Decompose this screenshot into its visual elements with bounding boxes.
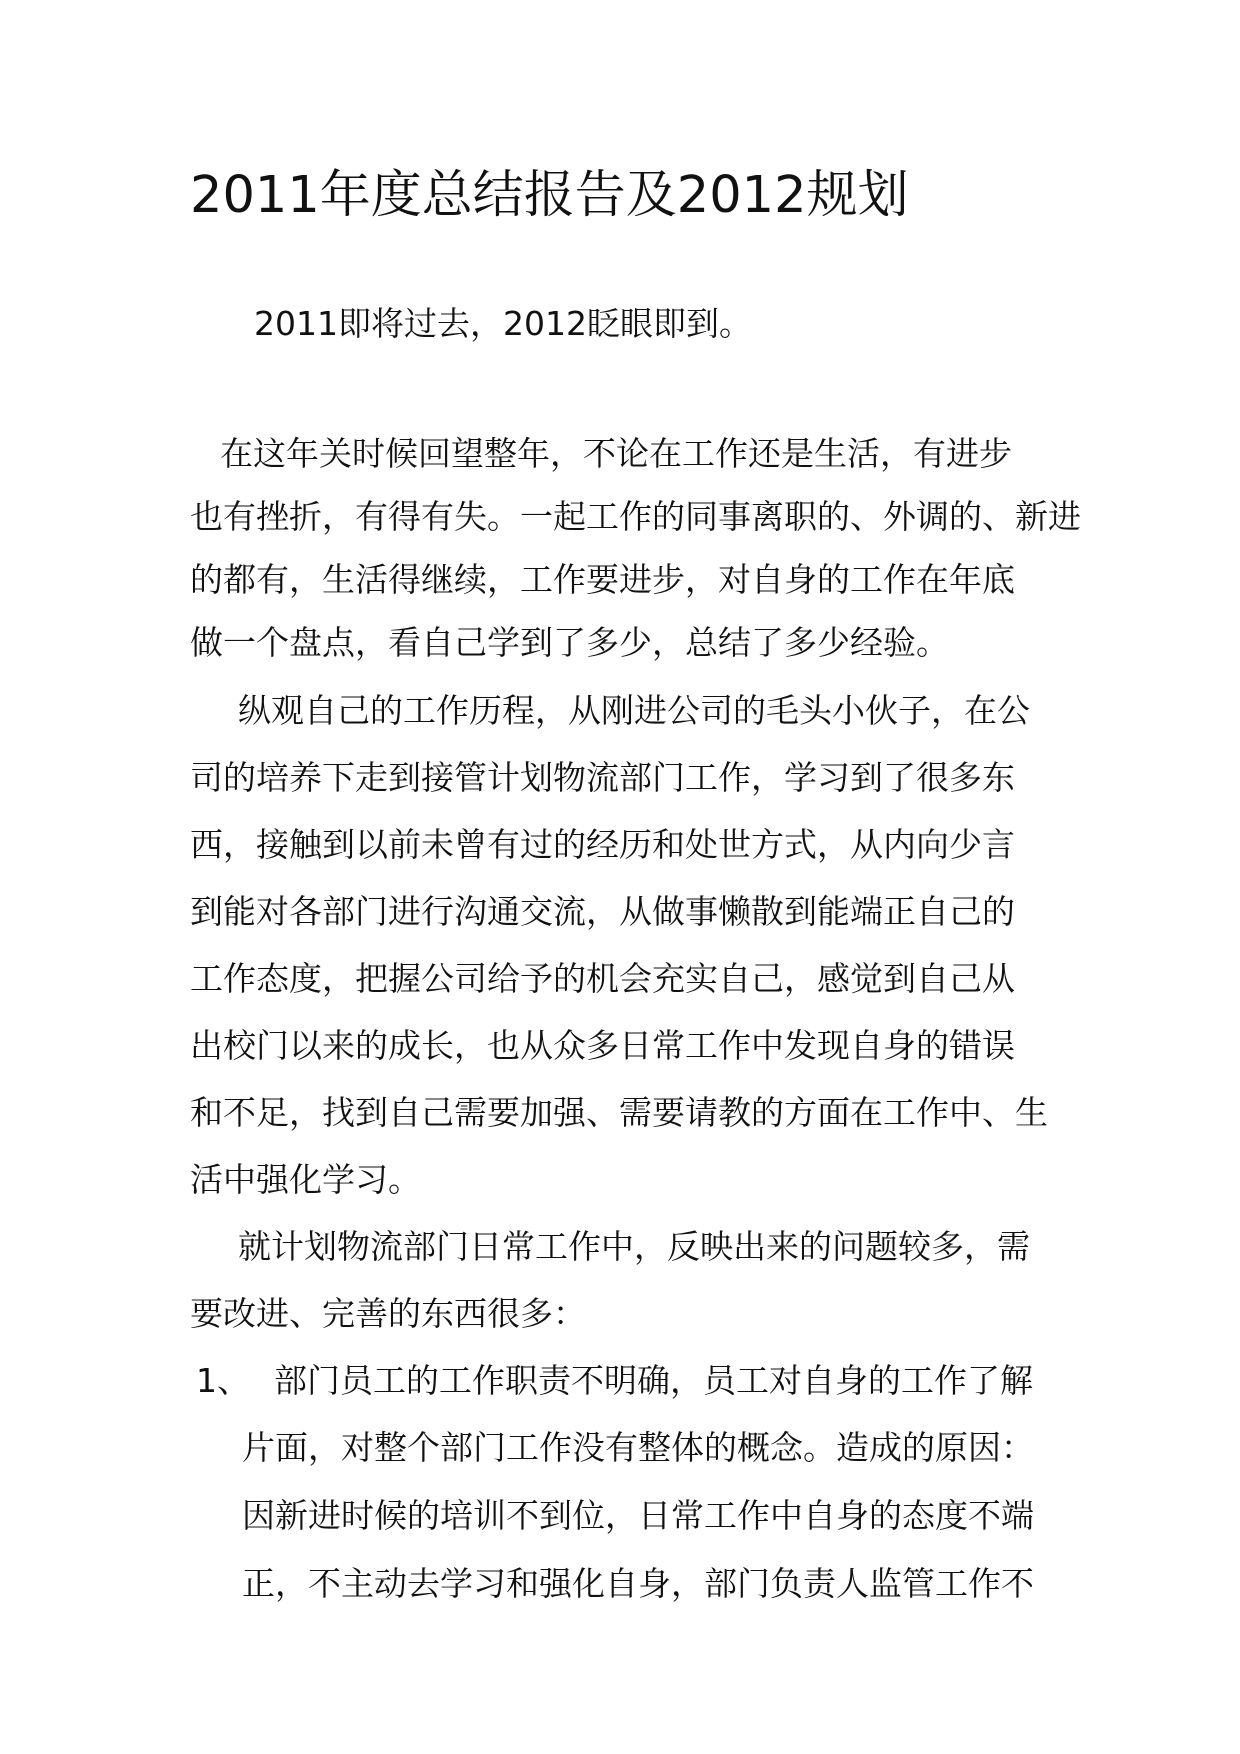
- paragraph2-line: 纵观自己的工作历程，从刚进公司的毛头小伙子，在公: [238, 691, 1030, 730]
- paragraph2-line: 出校门以来的成长，也从众多日常工作中发现自身的错误: [190, 1026, 1015, 1065]
- intro-line: 2011即将过去，2012眨眼即到。: [254, 304, 752, 343]
- paragraph1-line: 做一个盘点，看自己学到了多少，总结了多少经验。: [190, 623, 949, 662]
- paragraph1-line: 也有挫折，有得有失。一起工作的同事离职的、外调的、新进: [190, 497, 1081, 536]
- paragraph3-line: 要改进、完善的东西很多：: [190, 1294, 586, 1333]
- list-item-line: 正，不主动去学习和强化自身，部门负责人监管工作不: [242, 1564, 1034, 1603]
- paragraph1-line: 的都有，生活得继续，工作要进步，对自身的工作在年底: [190, 560, 1015, 599]
- paragraph2-line: 司的培养下走到接管计划物流部门工作，学习到了很多东: [190, 758, 1015, 797]
- list-item-number: 1、: [196, 1361, 250, 1400]
- list-item-line: 片面，对整个部门工作没有整体的概念。造成的原因：: [242, 1428, 1034, 1467]
- paragraph1-line: 在这年关时候回望整年，不论在工作还是生活，有进步: [220, 434, 1012, 473]
- paragraph3-line: 就计划物流部门日常工作中，反映出来的问题较多，需: [238, 1227, 1030, 1266]
- paragraph2-line: 工作态度，把握公司给予的机会充实自己，感觉到自己从: [190, 959, 1015, 998]
- document-title: 2011年度总结报告及2012规划: [190, 166, 909, 225]
- list-item-line: 因新进时候的培训不到位，日常工作中自身的态度不端: [242, 1496, 1034, 1535]
- paragraph2-line: 到能对各部门进行沟通交流，从做事懒散到能端正自己的: [190, 892, 1015, 931]
- paragraph2-line: 西，接触到以前未曾有过的经历和处世方式，从内向少言: [190, 825, 1015, 864]
- paragraph2-line: 和不足，找到自己需要加强、需要请教的方面在工作中、生: [190, 1093, 1048, 1132]
- paragraph2-line: 活中强化学习。: [190, 1160, 421, 1199]
- list-item-line: 部门员工的工作职责不明确，员工对自身的工作了解: [274, 1361, 1033, 1400]
